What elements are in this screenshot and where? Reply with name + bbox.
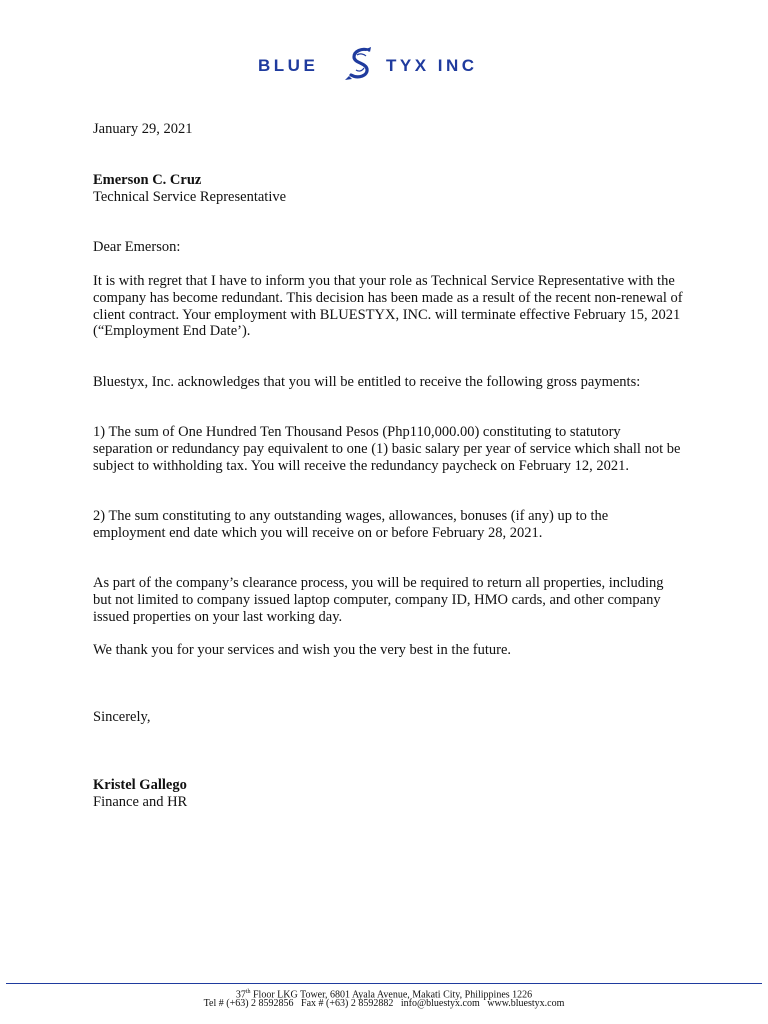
paragraph-gross-payments: Bluestyx, Inc. acknowledges that you will be entitled to receive the following gross payments:	[93, 374, 641, 390]
paragraph-item-1: 1) The sum of One Hundred Ten Thousand Pesos (Php110,000.00) constituting to statutory separation or redundancy pay equivalent to one (1) basic salary per year of service which shall not be subject to withholding tax. You will receive the redundancy paycheck on February 12, 2021.	[93, 424, 681, 474]
letter-date: January 29, 2021	[93, 121, 193, 137]
paragraph-clearance: As part of the company’s clearance process, you will be required to return all properties, including but not limited to company issued laptop computer, company ID, HMO cards, and other company issued properties on your last working day.	[93, 575, 664, 625]
paragraph-redundancy: It is with regret that I have to inform you that your role as Technical Service Representative with the company has become redundant. This decision has been made as a result of the recent non-renewal of client contract. Your employment with BLUESTYX, INC. will terminate effective February 15, 2021 (“Employment End Date’).	[93, 273, 683, 340]
signatory-title: Finance and HR	[93, 794, 188, 810]
company-name-left: BLUE	[258, 56, 319, 75]
recipient-title: Technical Service Representative	[93, 189, 287, 205]
salutation: Dear Emerson:	[93, 239, 181, 255]
recipient-name: Emerson C. Cruz	[93, 172, 202, 188]
footer-divider	[6, 983, 762, 984]
closing: Sincerely,	[93, 709, 151, 725]
company-name-right: TYX INC	[386, 56, 478, 75]
letterhead	[0, 46, 768, 86]
paragraph-item-2: 2) The sum constituting to any outstanding wages, allowances, bonuses (if any) up to the employment end date which you will receive on or before February 28, 2021.	[93, 508, 609, 541]
footer-address-sup: th	[245, 989, 251, 995]
footer-address-floor: 37	[235, 989, 246, 1001]
footer-contact: Tel # (+63) 2 8592856 Fax # (+63) 2 8592882 info@bluestyx.com www.bluestyx.com	[203, 998, 565, 1009]
paragraph-thanks: We thank you for your services and wish you the very best in the future.	[93, 642, 512, 658]
dragon-s-logo-icon	[340, 46, 382, 86]
footer-address-rest: Floor LKG Tower, 6801 Ayala Avenue, Makati City, Philippines 1226	[250, 989, 533, 1001]
signatory-name: Kristel Gallego	[93, 777, 187, 793]
